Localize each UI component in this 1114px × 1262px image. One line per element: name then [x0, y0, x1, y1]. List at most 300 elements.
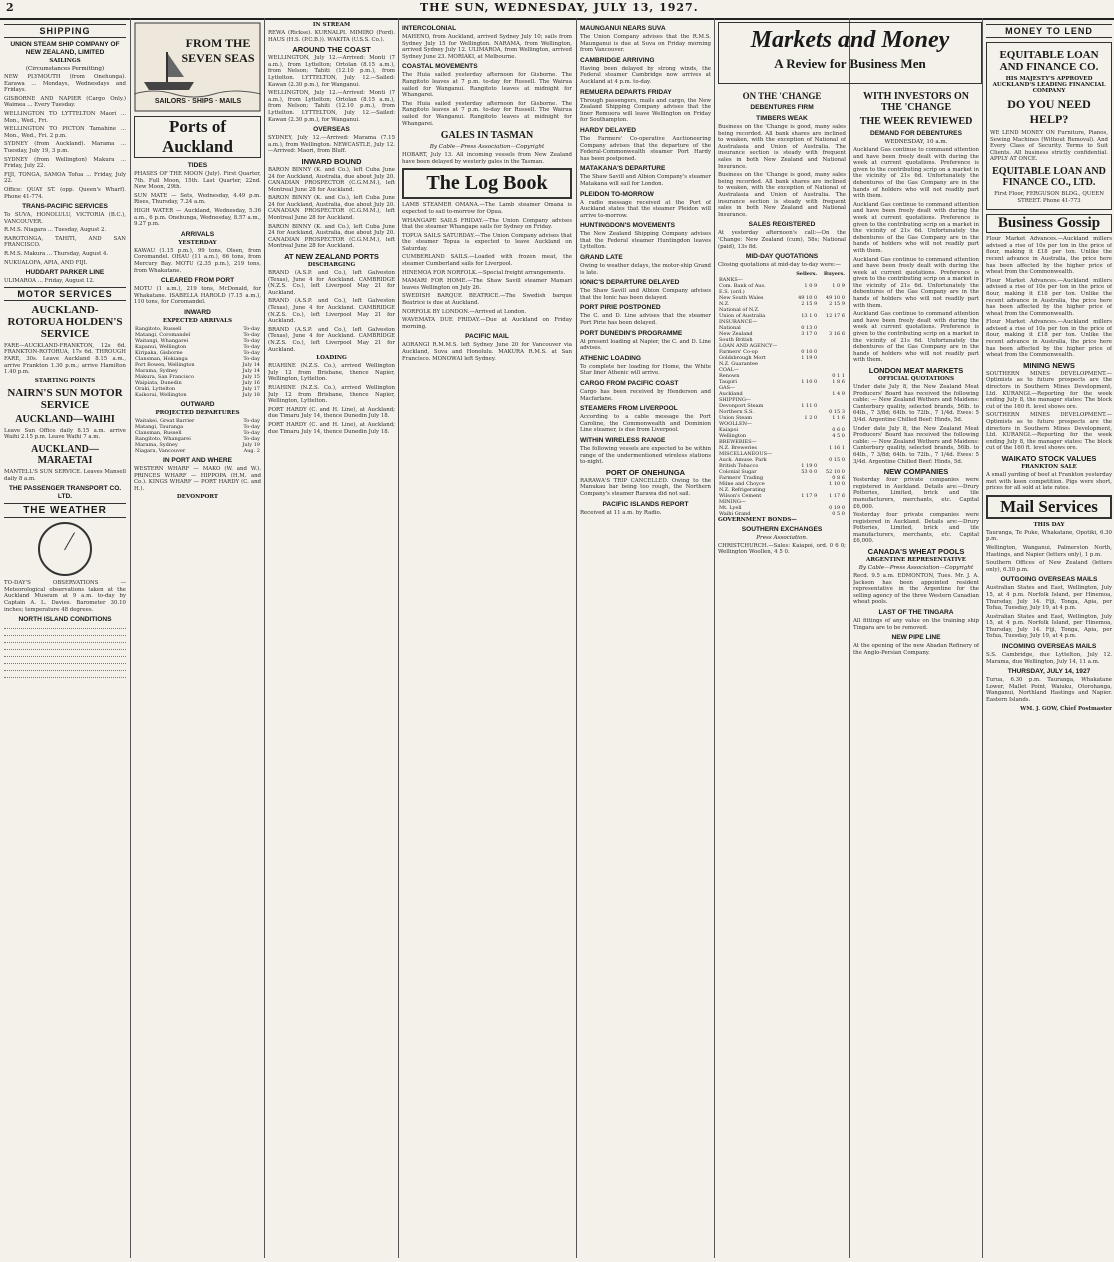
southern-sub: Press Association. — [756, 534, 808, 541]
sailings-heading: SAILINGS — [49, 58, 81, 64]
table-cell: Union Steam — [719, 414, 752, 421]
argentine-heading: ARGENTINE REPRESENTATIVE — [866, 557, 966, 564]
week-heading: THE WEEK REVIEWED — [859, 116, 973, 127]
investors-heading: WITH INVESTORS ON THE 'CHANGE — [863, 91, 969, 113]
waikato-heading: WAIKATO STOCK VALUES — [1001, 453, 1097, 463]
loading-body: RUAHINE (N.Z.S. Co.), arrived Wellington July 12 from Brisbane, thence Napier, Wellington, Lyttelton. — [268, 363, 395, 383]
frankton-heading: FRANKTON SALE — [1021, 463, 1077, 470]
overseas-body: SYDNEY, July 12.—Arrived: Marama (7.15 a.m.), from Wellington. NEWCASTLE, July 12.—Arrived: Maori, from Bluff. — [268, 135, 395, 155]
mining-body: SOUTHERN MINES DEVELOPMENT.—Optimists as to future prospects are the directors in Southern Mines Development, Ltd. KURANGI.—Reporting for the week ending July 8, the manager states: The block cut of the 160 ft. level shows ore. — [986, 370, 1112, 410]
table-cell: July 15 — [242, 373, 260, 380]
table-cell: To-day — [243, 423, 260, 430]
intercolonial-body: MAHENO, from Auckland, arrived Sydney July 10; sails from Sydney July 15 for Wellington. NARAMA, from Wellington, arrived Sydney July 12. ULIMAROA, from Wellington, arrived Sydney June 23. MORIAKI, at Melbourne. — [402, 34, 572, 60]
pacific-coast-heading: CARGO FROM PACIFIC COAST — [580, 380, 679, 387]
tingara-heading: LAST OF THE TINGARA — [878, 609, 954, 617]
list-item: FIJI, TONGA, SAMOA Tofua ... Friday, July 22. — [4, 171, 126, 185]
list-item: NEW PLYMOUTH (from Onehunga). Earawa ... Mondays, Wednesdays and Fridays. — [4, 74, 126, 94]
table-cell: GAS— — [719, 384, 736, 391]
table-cell: 0 19 0 — [829, 504, 845, 511]
loading-body: RUAHINE (N.Z.S. Co.), arrived Wellington July 12 from Brisbane, thence Napier, Wellington, Lyttelton. — [268, 384, 395, 405]
mauna-body: The Union Company advises that the R.M.S. Maunganui is due at Suva on Friday morning from Vancouver. — [580, 34, 711, 54]
arrivals-heading: ARRIVALS — [180, 230, 215, 238]
table-cell: Auckland — [719, 390, 743, 397]
table-cell: Matangi, Coromandel — [135, 331, 191, 338]
banner-image — [134, 22, 261, 112]
table-cell: To-day — [243, 435, 260, 442]
midday-sub: Closing quotations at mid-day to-day were:— — [718, 262, 841, 269]
huntingdon-body: The New Zealand Shipping Company advises that the Federal steamer Huntingdon leaves Lyttelton. — [580, 231, 711, 251]
liverpool-heading: STEAMERS FROM LIVERPOOL — [580, 405, 678, 413]
pacific-mail-heading: PACIFIC MAIL — [465, 333, 509, 341]
page-number: 2 — [6, 1, 15, 14]
mail-heading: Mail Services — [986, 495, 1112, 519]
log-item: NORFOLK BY LONDON.—Arrived at London. — [402, 308, 527, 315]
mail-item: Tauranga, Te Puke, Whakatane, Opotiki, 6.30 p.m. — [986, 529, 1112, 543]
table-cell: Clansman, Hokianga — [135, 355, 188, 362]
north-island-heading: NORTH ISLAND CONDITIONS — [18, 616, 112, 624]
huntingdon-heading: HUNTINGDON'S MOVEMENTS — [580, 222, 675, 230]
table-header-cell: Buyers. — [823, 270, 845, 277]
at-nz-ports-heading: AT NEW ZEALAND PORTS — [284, 252, 379, 262]
table-cell: Wilson's Cement — [719, 492, 762, 499]
table-cell: July 19 — [242, 441, 260, 448]
table-cell: 0 10 0 — [801, 348, 818, 355]
equitable-ad — [986, 42, 1112, 210]
grand-heading: GRAND LATE — [580, 254, 623, 262]
govt-bonds-label: GOVERNMENT BONDS— — [718, 516, 797, 523]
pacific-islands-heading: PACIFIC ISLANDS REPORT — [602, 500, 689, 508]
grand-body: Owing to weather delays, the motor-ship Grand is late. — [580, 263, 711, 276]
wheat-body: Recd. 9.5 a.m. EDMONTON, Tues. Mr. J. A. Jackson has been appointed resident representative in the Argentine for the selling agency of the three Western Canadian wheat pools. — [853, 573, 979, 606]
table-cell: 1 17 9 — [801, 492, 818, 499]
timbers-heading: TIMBERS WEAK — [756, 115, 808, 122]
log-item: LAMB STEAMER OMANA.—The Lamb steamer Omana is expected to sail to-morrow for Opua. — [402, 202, 572, 215]
table-cell: BANKS— — [719, 276, 743, 283]
log-item: TOPUA SAILS SATURDAY.—The Union Company advises that the steamer Topua is expected to leave Auckland on Saturday. — [402, 232, 572, 252]
table-cell: National — [719, 324, 741, 331]
demand-heading: DEMAND FOR DEBENTURES — [870, 130, 962, 137]
gales-body: HOBART, July 13. All incoming vessels from New Zealand have been delayed by westerly gales in the Tasman. — [402, 152, 572, 165]
table-cell: Waitakei, Great Barrier — [135, 417, 195, 424]
table-cell: To-day — [243, 417, 260, 424]
cambridge-body: Having been delayed by strong winds, the Federal steamer Cambridge now arrives at Auckland at 4 p.m. to-day. — [580, 65, 711, 85]
midday-heading: MID-DAY QUOTATIONS — [745, 253, 819, 261]
weather-body: TO-DAY'S OBSERVATIONS — Meteorological observations taken at the Auckland Museum at 9 a.m. to-day by Captain A. L. Davies. Barometer 30.10 inches; temperature 48 degrees. — [4, 580, 126, 613]
quotations-table — [718, 271, 846, 517]
table-cell: 1 0 9 — [832, 282, 845, 289]
instream-heading: IN STREAM — [312, 22, 351, 28]
table-cell: Matangi, Tauranga — [135, 423, 184, 430]
column-port — [134, 22, 261, 1258]
cambridge-heading: CAMBRIDGE ARRIVING — [580, 56, 655, 64]
table-cell: 1 16 1 — [829, 444, 845, 451]
list-item: GISBORNE AND NAPIER (Cargo Only.) Waimea ... Every Tuesday. — [4, 95, 126, 109]
coastal-body: The Huia sailed yesterday afternoon for Gisborne. The Rangitoto leaves at 7 p.m. to-day for Russell. The Wairua sailed for Wanganui. Rangitoto leaves at midnight for Whangarei. — [402, 72, 572, 99]
column-shipping-news — [580, 22, 711, 1258]
mail-item: Southern Offices of New Zealand (letters only), 6.30 p.m. — [986, 560, 1112, 573]
table-cell: Farmers' Co-op — [719, 348, 758, 355]
expected-arrivals-table — [134, 326, 261, 398]
barometer-icon — [38, 522, 92, 576]
table-cell: 4 5 0 — [832, 432, 845, 439]
table-cell: To-day — [243, 355, 260, 362]
table-cell: N.Z. Breweries — [719, 444, 757, 451]
pleidon-heading: PLEIDON TO-MORROW — [580, 190, 654, 198]
list-item: WELLINGTON TO LYTTELTON Maori ... Mon., Wed., Fri. — [4, 110, 126, 124]
arrivals-body: KAWAU (1.15 p.m.), 99 tons, Olsen, from Coromandel. OHAU (11 a.m.), 66 tons, from Mercury Bay. MOTU (2.35 p.m.), 219 tons, from Whakatane. — [134, 247, 261, 274]
london-heading: LONDON MEAT MARKETS — [868, 366, 964, 375]
log-item: SWEDISH BARQUE BEATRICE.—The Swedish barque Beatrice is due at Auckland. — [402, 293, 572, 307]
list-item: NUKUALOFA, APIA, AND FIJI. — [4, 259, 88, 266]
table-cell: 0 15 3 — [829, 408, 845, 415]
instream-body: REWA (Rickse). KURNALPI. MIMIRO (Ford). HAUS (H.S. (P.C.B.)). WAKITA (U.S.S. Co.). — [268, 30, 395, 43]
remuera-heading: REMUERA DEPARTS FRIDAY — [580, 88, 672, 96]
devonport-heading: DEVONPORT — [176, 494, 219, 501]
hardy-heading: HARDY DELAYED — [580, 126, 637, 134]
inward-bound-body: BARON BINNY (K. and Co.), left Cuba June 24 for Auckland, Australia, due about July 20. CANADIAN PROSPECTOR (C.G.M.M.), left Montreal June 28 for Auckland. — [268, 195, 395, 222]
table-cell: To-day — [243, 343, 260, 350]
tides-heading: TIDES — [187, 162, 208, 169]
table-cell: 1 2 0 — [804, 414, 818, 421]
table-cell: 0 15 0 — [829, 456, 845, 463]
projected-heading: PROJECTED DEPARTURES — [155, 409, 240, 416]
at-nz-body: BRAND (A.S.P. and Co.), left Galveston (Texas), June 4 for Auckland. CAMBRIDGE (N.Z.S. Co.), left Liverpool May 21 for Auckland. — [268, 298, 395, 325]
pirie-body: The C. and D. Line advises that the steamer Port Pirie has been delayed. — [580, 313, 711, 327]
table-cell: BREWERIES— — [719, 438, 757, 445]
table-cell: Aug. 2 — [243, 447, 260, 454]
equitable-title: EQUITABLE LOAN AND FINANCE CO. — [999, 49, 1099, 73]
rotorua-body: FARE—AUCKLAND-FRANKTON, 12s 6d. FRANKTON-ROTORUA, 17s 6d. THROUGH FARE, 30s. Leave Auckland 8.15 a.m., arrive Frankton 1.30 p.m.; arrive Hamilton 1.40 p.m. — [4, 342, 126, 376]
london-body: Under date July 8, the New Zealand Meat Producers' Board has received the following cable: — New Zealand Wethers and Maidens: Canterbury quality, selected brands, 56lb. to 64lb., 7 3/8d; 64lb. to 72lb., 7 1/4d. Ewes: 5 3/4d. Argentine Chilled Beef: Hinds, 5d. — [853, 384, 979, 423]
week-body: Auckland Gas continue to command attention and have been freely dealt with during the week at current quotations. Preference is given to the contributing scrip on a market in the vicinity of 21s 6d. Unfortunately the debentures of the Gas Company are in the hands of holders who will not readily part with them. — [853, 201, 979, 254]
incoming-body: S.S. Cambridge, due Lyttelton, July 12. Marama, due Wellington, July 14, 11 a.m. — [986, 652, 1112, 665]
table-cell: To-day — [243, 325, 260, 332]
table-row — [134, 448, 261, 454]
list-item: SYDNEY (from Auckland). Marama ... Tuesday, July 19, 3 p.m. — [4, 141, 126, 154]
table-cell: 53 0 0 — [801, 468, 818, 475]
table-cell: Milne and Choyce — [719, 480, 765, 487]
column-business — [986, 22, 1112, 1258]
table-cell: To-day — [243, 429, 260, 436]
new-companies-body: Yesterday four private companies were registered in Auckland. Details are:—Drury Potteries, Limited, brick and tile manufacturers, merchants, etc. Capital £6,000. — [853, 477, 979, 510]
coastal-heading: COASTAL MOVEMENTS — [402, 63, 478, 71]
list-item: ULIMAROA ... Friday, August 12. — [4, 278, 95, 285]
table-cell: 3 17 0 — [801, 330, 818, 337]
banner-subtitle: SAILORS · SHIPS · MAILS — [154, 98, 242, 105]
week-date: WEDNESDAY, 10 a.m. — [884, 139, 948, 145]
change-body: Business on the 'Change is good, many sales being recorded. All bank shares are inclined to weaken, with the exception of National of Australasia and Union of Australia. The insurance section is steady with frequent sales in both New Zealand and National Insurance. — [718, 172, 846, 218]
gales-heading: GALES IN TASMAN — [440, 130, 534, 142]
cleared-body: MOTU (1 a.m.), 219 tons, McDonald, for Whakatane. ISABELLA HAROLD (7.15 a.m.), 110 tons, for Coromandel. — [134, 286, 261, 306]
maraetai-heading: AUCKLAND—MARAETAI — [31, 444, 99, 466]
table-cell: MINING— — [719, 498, 746, 505]
table-cell: Marama, Sydney — [135, 441, 178, 448]
gossip-body: Flour Market Advances.—Auckland millers advised a rise of 10s per ton in the price of flour, making it £18 per ton. Unlike the recent advance in Australia, the price here has been affected by the higher price of wheat from the Commonwealth. — [986, 236, 1112, 276]
masthead-title: THE SUN, WEDNESDAY, JULY 13, 1927. — [420, 1, 699, 14]
table-cell: Oraki, Lyttelton — [135, 385, 176, 392]
table-cell: 1 19 0 — [801, 354, 818, 361]
outgoing-body: Australian States and East, Wellington, July 15, at 4 p.m. Norfolk Island, per Hinemoa, Thursday, July 14. Fiji, Tonga, Apia, per Tofua, Tuesday, July 19, at 4 p.m. — [986, 613, 1112, 640]
matakana-body: The Shaw Savill and Albion Company's steamer Matakana will sail for London. — [580, 174, 711, 187]
coast-heading: AROUND THE COAST — [292, 45, 371, 55]
log-item: MAMARI FOR HOME.—The Shaw Savill steamer Mamari leaves Wellington on July 26. — [402, 278, 572, 291]
week-body: Auckland Gas continue to command attention and have been freely dealt with during the week at current quotations. Preference is given to the contributing scrip on a market in the vicinity of 21s 6d. Unfortunately the debentures of the Gas Company are in the hands of holders who will not readily part with them. — [853, 311, 979, 364]
table-cell: SHIPPING— — [719, 396, 751, 403]
banner-title: FROM THE SEVEN SEAS — [181, 36, 255, 65]
gossip-heading: Business Gossip — [986, 214, 1112, 233]
ionic-body: The Shaw Savill and Albion Company advises that the Ionic has been delayed. — [580, 288, 711, 301]
maraetai-body: MANTELL'S SUN SERVICE. Leaves Mansell daily 8 a.m. — [4, 469, 126, 482]
table-cell: 1 4 9 — [832, 390, 845, 397]
table-cell: Northern S.S. — [719, 408, 754, 415]
rotorua-heading: AUCKLAND-ROTORUA HOLDEN'S SERVICE — [7, 303, 123, 340]
wharf-heading: IN PORT AND WHERE — [163, 456, 232, 464]
column-rule — [130, 18, 131, 1258]
waikato-body: A small yarding of beef at Frankton yesterday met with keen competition. Pigs were short, prices for all sold at late rates. — [986, 471, 1112, 492]
equitable-subtitle: HIS MAJESTY'S APPROVED AUCKLAND'S LEADING FINANCIAL COMPANY — [992, 76, 1106, 94]
log-book-heading: The Log Book — [402, 168, 572, 199]
table-row — [134, 392, 261, 398]
inward-heading: INWARD — [184, 308, 211, 316]
log-item: CUMBERLAND SAILS.—Loaded with frozen meat, the steamer Cumberland sails for Liverpool. — [402, 254, 572, 268]
intercolonial-heading: INTERCOLONIAL — [402, 25, 457, 32]
table-cell: COAL— — [719, 366, 739, 373]
list-item: Office: QUAY ST. (opp. Queen's Wharf). Phone 41-774. — [4, 186, 126, 200]
motor-services-heading: MOTOR SERVICES — [4, 287, 126, 301]
markets-subtitle: A Review for Business Men — [774, 56, 926, 71]
week-body: Auckland Gas continue to command attention and have been freely dealt with during the week at current quotations. Preference is given to the contributing scrip on a market in the vicinity of 21s 6d. Unfortunately the debentures of the Gas Company are in the hands of holders who will not readily part with them. — [853, 256, 979, 309]
change-body: Business on the 'Change is good, many sales being recorded. All bank shares are inclined to weaken, with the exception of National of Australasia and Union of Australia. The insurance section is steady with frequent sales in both New Zealand and National Insurance. — [718, 124, 846, 170]
table-cell: Rangitoto, Whangarei — [135, 435, 191, 442]
table-cell: 49 10 0 — [825, 294, 845, 301]
onehunga-body: RARAWA'S TRIP CANCELLED. Owing to the Manukau bar being too rough, the Northern Company's steamer Rarawa did not sail. — [580, 477, 711, 497]
column-rule — [982, 18, 983, 1258]
table-cell: 1 10 0 — [801, 378, 818, 385]
wireless-heading: WITHIN WIRELESS RANGE — [580, 436, 666, 444]
table-cell: Devonport Steam — [719, 402, 764, 409]
column-rule — [849, 18, 850, 1258]
trans-pacific-heading: TRANS-PACIFIC SERVICES — [22, 203, 108, 211]
tingara-body: All fittings of any value on the training ship Tingara are to be removed. — [853, 618, 979, 631]
table-cell: 12 17 6 — [825, 312, 845, 319]
list-item: To SUVA, HONOLULU, VICTORIA (B.C.), VANCOUVER. — [4, 212, 126, 225]
mail-item: Wellington, Wanganui, Palmerston North, Hastings, and Napier (letters only), 1 p.m. — [986, 544, 1112, 558]
coast-body: WELLINGTON, July 12.—Arrived: Monti (7 a.m.), from Lyttelton; Ortolan (8.15 a.m.), from Nelson; Tahiti (12.10 p.m.), from Lyttelton. LYTTELTON, July 12.—Sailed: Kawan (2.30 p.m.), for Wanganui. — [268, 55, 395, 88]
table-cell: July 17 — [242, 385, 260, 392]
table-cell: Kaiapoi — [719, 426, 739, 433]
table-cell: To-day — [243, 349, 260, 356]
pacific-mail-body: AORANGI R.M.M.S. left Sydney June 20 for Vancouver via Auckland, Suva and Honolulu. MAKURA R.M.S. at San Francisco. MONOWAI left Sydney. — [402, 342, 572, 362]
column-rule — [264, 18, 265, 1258]
usco-heading: UNION STEAM SHIP COMPANY OF NEW ZEALAND, LIMITED — [10, 41, 120, 56]
table-cell: July 14 — [242, 367, 260, 374]
table-cell: 0 8 6 — [832, 474, 845, 481]
table-cell: Colonial Sugar — [719, 468, 757, 475]
remainder-body: PORT HARDY (C. and H. Line), at Auckland; due Timaru July 14, thence Dunedin July 18. — [268, 406, 395, 420]
column-rule — [398, 18, 399, 1258]
table-cell: 1 8 6 — [832, 378, 845, 385]
column-rule — [576, 18, 577, 1258]
table-cell: Port Bowen, Wellington — [135, 361, 195, 368]
list-item: WELLINGTON TO PICTON Tamahine ... Mon., Wed., Fri. 2 p.m. — [4, 126, 126, 139]
table-cell: Makura, San Francisco — [135, 373, 194, 380]
matakana-heading: MATAKANA'S DEPARTURE — [580, 165, 666, 173]
week-body: Auckland Gas continue to command attention and have been freely dealt with during the week at current quotations. Preference is given to the contributing scrip on a market in the vicinity of 21s 6d. Unfortunately the debentures of the Gas Company are in the hands of holders who will not readily part with them. — [853, 147, 979, 200]
pipe-heading: NEW PIPE LINE — [891, 634, 941, 642]
table-cell: Rangitoto, Russell — [135, 325, 182, 332]
incoming-heading: INCOMING OVERSEAS MAILS — [1001, 643, 1097, 651]
table-cell: 49 10 0 — [798, 294, 818, 301]
ports-heading: Ports of Auckland — [134, 116, 261, 158]
mining-body: SOUTHERN MINES DEVELOPMENT.—Optimists as to future prospects are the directors in Southern Mines Development, Ltd. KURANGI.—Reporting for the week ending July 8, the manager states: The block cut of the 160 ft. level shows ore. — [986, 412, 1112, 452]
change-heading: ON THE 'CHANGE — [742, 91, 822, 101]
yesterday-label: YESTERDAY — [178, 239, 217, 246]
column-shipping — [4, 22, 126, 1258]
table-cell: WOOLLEN— — [719, 420, 753, 427]
table-cell: 3 16 6 — [829, 330, 845, 337]
this-day-heading: THIS DAY — [1033, 521, 1065, 528]
markets-banner — [718, 22, 982, 84]
high-water-body: HIGH WATER — Auckland, Wednesday, 5.36 a.m., 6 p.m. Onehunga, Wednesday, 8.57 a.m., 9.27 p.m. — [134, 207, 261, 228]
list-item: R.M.S. Niagara ... Tuesday, August 2. — [4, 227, 107, 234]
table-cell: July 18 — [242, 391, 260, 398]
huddart-heading: HUDDART PARKER LINE — [25, 269, 105, 277]
at-nz-body: BRAND (A.S.P. and Co.), left Galveston (Texas), June 4 for Auckland. CAMBRIDGE (N.Z.S. Co.), left Liverpool May 21 for Auckland. — [268, 326, 395, 353]
need-help-heading: DO YOU NEED HELP? — [1007, 97, 1091, 126]
pirie-heading: PORT PIRIE POSTPONED — [580, 304, 661, 312]
outward-heading: OUTWARD — [180, 400, 215, 408]
sun-body: SUN MATE — Sets, Wednesday, 4.49 p.m. Rises, Thursday, 7.24 a.m. — [134, 192, 261, 206]
table-cell: New South Wales — [719, 294, 764, 301]
table-cell: Union of Australia — [719, 312, 766, 319]
help-body: WE LEND MONEY ON Furniture, Pianos, Sewing Machines (Without Removal). And Every Class of Security. Terms to Suit Clients. All business strictly confidential. APPLY AT ONCE. — [990, 130, 1108, 163]
gossip-body: Flour Market Advances.—Auckland millers advised a rise of 10s per ton in the price of flour, making it £18 per ton. Unlike the recent advance in Australia, the price here has been affected by the higher price of wheat from the Commonwealth. — [986, 319, 1112, 359]
passenger-heading: THE PASSENGER TRANSPORT CO. LTD. — [8, 485, 122, 501]
official-heading: OFFICIAL QUOTATIONS — [877, 376, 955, 382]
table-cell: E.S. (ord.) — [719, 288, 745, 295]
ionic-heading: IONIC'S DEPARTURE DELAYED — [580, 279, 680, 287]
table-cell: N.Z. Refrigerating — [719, 486, 766, 493]
inward-bound-body: BARON BINNY (K. and Co.), left Cuba June 24 for Auckland, Australia, due about July 20. CANADIAN PROSPECTOR (C.G.M.M.), left Montreal June 28 for Auckland. — [268, 223, 395, 250]
signature: WM. J. GOW, Chief Postmaster — [1020, 705, 1112, 712]
table-cell: 1 17 6 — [829, 492, 845, 499]
at-nz-body: BRAND (A.S.P. and Co.), left Galveston (Texas), June 4 for Auckland. CAMBRIDGE (N.Z.S. Co.), left Liverpool May 21 for Auckland. — [268, 270, 395, 296]
dunedin-body: At present loading at Napier, the C. and D. Line advises. — [580, 338, 711, 352]
wharf-body: WESTERN WHARF — MAKO (W. and W.). PRINCES WHARF — HIPPOPA (H.M. and Co.). KINGS WHARF — PORT HARDY (C. and H.). — [134, 465, 261, 492]
london-body: Under date July 8, the New Zealand Meat Producers' Board has received the following cable: — New Zealand Wethers and Maidens: Canterbury quality, selected brands, 56lb. to 64lb., 7 3/8d; 64lb. to 72lb., 7 1/4d. Ewes: 5 3/4d. Argentine Chilled Beef: Hinds, 5d. — [853, 425, 979, 465]
table-cell: 2 15 9 — [801, 300, 818, 307]
liverpool-body: According to a cable message the Port Caroline, the Commonwealth and Dominion Line steamer, is due from Liverpool. — [580, 414, 711, 434]
table-cell: Farmers' Trading — [719, 474, 764, 481]
new-companies-heading: NEW COMPANIES — [883, 467, 949, 477]
table-cell: British Tobacco — [719, 462, 759, 469]
table-cell: MISCELLANEOUS— — [719, 450, 773, 457]
table-cell: National of N.Z. — [719, 306, 760, 313]
tides-body: PHASES OF THE MOON (July). First Quarter, 7th. Full Moon, 15th. Last Quarter, 22nd. New Moon, 29th. — [134, 171, 261, 191]
log-item: WHANGAPE SAILS FRIDAY.—The Union Company advises that the steamer Whangape sails for Sydney on Friday. — [402, 217, 572, 231]
loading-heading: LOADING — [316, 355, 347, 362]
table-cell: Mt. Lyell — [719, 504, 742, 511]
weather-heading: THE WEATHER — [4, 503, 126, 518]
outgoing-heading: OUTGOING OVERSEAS MAILS — [1000, 576, 1098, 584]
table-cell: LOAN AND AGENCY— — [719, 342, 778, 349]
table-cell: Niagara, Vancouver — [135, 447, 186, 454]
pipe-body: At the opening of the new Abadan Refinery of the Anglo-Persian Company. — [853, 643, 979, 656]
list-item: SYDNEY (from Wellington) Makura ... Friday, July 22. — [4, 156, 126, 170]
money-heading: MONEY TO LEND — [986, 24, 1112, 38]
new-companies-body: Yesterday four private companies were registered in Auckland. Details are:—Drury Potteries, Limited, brick and tile manufacturers, merchants, etc. Capital £6,000. — [853, 512, 979, 545]
table-cell: Com. Bank of Aus. — [719, 282, 766, 289]
table-cell: Waihi Grand — [719, 510, 751, 517]
log-item: HINEMOA FOR NORFOLK.—Special freight arrangements. — [402, 269, 566, 276]
table-cell: 1 11 0 — [801, 402, 818, 409]
overseas-heading: OVERSEAS — [313, 126, 350, 134]
onehunga-heading: PORT OF ONEHUNGA — [605, 467, 686, 477]
table-cell: 1 0 9 — [804, 282, 818, 289]
table-cell: South British — [719, 336, 753, 343]
remuera-body: Through passengers, mails and cargo, the New Zealand Shipping Company advises that the liner Remuera will leave Wellington on Friday for Southampton. — [580, 97, 711, 124]
table-cell: July 14 — [242, 361, 260, 368]
pacific-islands-body: Received at 11 a.m. by Radio. — [580, 509, 662, 516]
column-change — [718, 88, 846, 1258]
athenic-heading: ATHENIC LOADING — [580, 354, 642, 362]
dunedin-heading: PORT DUNEDIN'S PROGRAMME — [580, 329, 683, 337]
waihi-body: Leave Sun Office daily 8.15 a.m. arrive Waihi 2.15 p.m. Leave Waihi 7 a.m. — [4, 427, 126, 441]
remainder-body: PORT HARDY (C. and H. Line), at Auckland; due Timaru July 14, thence Dunedin July 18. — [268, 421, 395, 435]
table-cell: N.Z. Guarantee — [719, 360, 758, 367]
table-cell: 0 6 0 — [832, 426, 845, 433]
gales-subheading: By Cable—Press Association—Copyright — [429, 144, 545, 151]
thursday-heading: THURSDAY, JULY 14, 1927 — [1007, 668, 1091, 676]
sales-body: At yesterday afternoon's call:—On the 'Change: New Zealand (cum), 58s; National (paid), 13s 8d. — [718, 230, 846, 250]
thursday-body: Turua, 6.30 p.m. Tauranga, Whakatane Lower, Mallet Point, Waiuku, Otorohanga, Wanganui, Northland Hastings and Napier. Eastern Islands. — [986, 677, 1112, 704]
table-cell: Waipiata, Dunedin — [135, 379, 182, 386]
mining-heading: MINING NEWS — [1023, 360, 1075, 370]
table-cell: To-day — [243, 331, 260, 338]
table-cell: Wellington — [719, 432, 747, 439]
table-cell: To-day — [243, 337, 260, 344]
table-cell: 0 13 0 — [801, 324, 818, 331]
athenic-body: To complete her loading for Home, the White Star liner Athenic will arrive. — [580, 363, 711, 377]
column-intercolonial — [402, 22, 572, 1258]
markets-title: Markets and Money — [750, 27, 950, 53]
wireless-body: The following vessels are expected to be within range of the undermentioned wireless stations to-night. — [580, 445, 711, 466]
list-item: R.M.S. Makura ... Thursday, August 4. — [4, 251, 109, 258]
expected-heading: EXPECTED ARRIVALS — [162, 317, 233, 324]
shipping-heading: SHIPPING — [4, 24, 126, 38]
outgoing-body: Australian States and East, Wellington, July 15, at 4 p.m. Norfolk Island, per Hinemoa, Thursday, July 14. Fiji, Tonga, Apia, per Tofua, Tuesday, July 19, at 4 p.m. — [986, 585, 1112, 612]
table-cell: July 16 — [242, 379, 260, 386]
log-item: WAVEMATA DUE FRIDAY.—Due at Auckland on Friday morning. — [402, 317, 572, 330]
nairn-heading: NAIRN'S SUN MOTOR SERVICE — [7, 386, 123, 411]
coast-body: WELLINGTON, July 12.—Arrived: Monti (7 a.m.), from Lyttelton; Ortolan (8.15 a.m.), from Nelson; Tahiti (12.10 p.m.), from Lyttelton. LYTTELTON, July 12.—Sailed: Kawan (2.30 p.m.), for Wanganui. — [268, 90, 395, 123]
pacific-coast-body: Cargo has been received by Henderson and Macfarlane. — [580, 389, 711, 402]
wheat-heading: CANADA'S WHEAT POOLS — [867, 547, 965, 557]
table-cell: Renown — [719, 372, 740, 379]
inward-bound-body: BARON BINNY (K. and Co.), left Cuba June 24 for Auckland, Australia, due about July 20. CANADIAN PROSPECTOR (C.G.M.M.), left Montreal June 28 for Auckland. — [268, 166, 395, 193]
table-cell: Kapanui, Wellington — [135, 343, 187, 350]
equitable-name: EQUITABLE LOAN AND FINANCE CO., LTD. — [992, 165, 1106, 188]
debentures-heading: DEBENTURES FIRM — [750, 104, 814, 111]
sailings-note: (Circumstances Permitting) — [25, 66, 105, 72]
table-header-cell: Sellers. — [796, 270, 818, 277]
column-investors — [853, 88, 979, 1258]
southern-body: CHRISTCHURCH.—Sales: Kaiapoi, ord. 0 6 0; Wellington Woollen, 4 5 0. — [718, 542, 846, 556]
table-cell: 52 10 0 — [825, 468, 845, 475]
table-cell: 0 1 1 — [832, 372, 845, 379]
table-cell: Taupiri — [719, 378, 737, 385]
table-cell: Clansman, Russell — [135, 429, 182, 436]
